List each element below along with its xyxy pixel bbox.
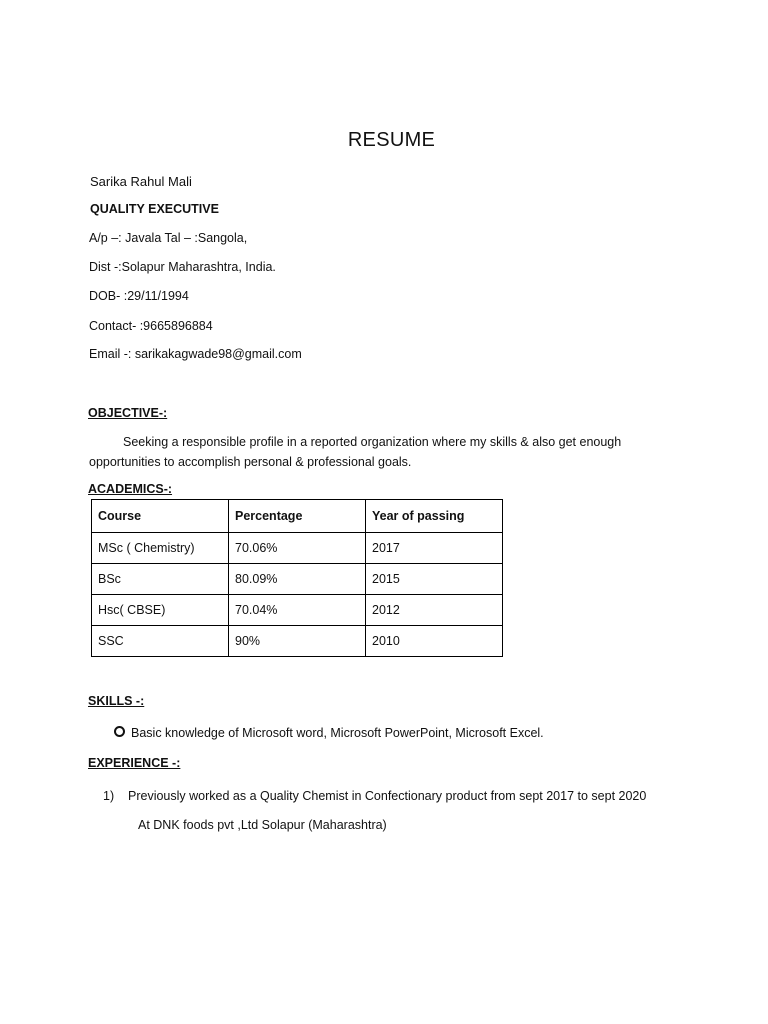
page-title: RESUME: [347, 129, 436, 151]
table-cell: 70.04%: [229, 595, 366, 626]
skill-item: [114, 726, 544, 740]
table-header-cell: Course: [92, 500, 229, 533]
email-address: Email -: sarikakagwade98@gmail.com: [89, 347, 302, 361]
circle-bullet-icon: [114, 726, 125, 737]
table-row: [92, 533, 503, 564]
candidate-role: QUALITY EXECUTIVE: [90, 202, 219, 216]
table-row: [92, 564, 503, 595]
table-header-row: [92, 500, 503, 533]
table-cell: SSC: [92, 626, 229, 657]
table-row: [92, 626, 503, 657]
table-row: [92, 595, 503, 626]
table-cell: BSc: [92, 564, 229, 595]
table-cell: 70.06%: [229, 533, 366, 564]
skills-heading: SKILLS -:: [88, 694, 145, 708]
experience-item-number: 1): [103, 789, 115, 803]
table-cell: 90%: [229, 626, 366, 657]
experience-item-line-1: Previously worked as a Quality Chemist in Confectionary product from sept 2017 to sept 2020: [128, 789, 647, 803]
table-cell: 2012: [366, 595, 503, 626]
experience-item-line-2: At DNK foods pvt ,Ltd Solapur (Maharashtra): [138, 818, 387, 832]
objective-heading: [88, 406, 167, 420]
objective-text: [89, 432, 649, 472]
table-cell: 2010: [366, 626, 503, 657]
table-header-cell: Year of passing: [366, 500, 503, 533]
contact-number: Contact- :9665896884: [89, 319, 213, 333]
table-cell: Hsc( CBSE): [92, 595, 229, 626]
table-cell: 2017: [366, 533, 503, 564]
table-cell: MSc ( Chemistry): [92, 533, 229, 564]
table-cell: 2015: [366, 564, 503, 595]
table-cell: 80.09%: [229, 564, 366, 595]
experience-heading: EXPERIENCE -:: [88, 756, 181, 770]
objective-text-content: Seeking a responsible profile in a reported organization where my skills & also get enough opportunities to accomplish personal & professional goals.: [89, 435, 622, 469]
academics-heading: ACADEMICS-:: [88, 482, 173, 496]
academics-table: [91, 499, 503, 657]
date-of-birth: DOB- :29/11/1994: [89, 289, 189, 303]
objective-heading-label: OBJECTIVE: [88, 406, 159, 420]
address-line-2: Dist -:Solapur Maharashtra, India.: [89, 260, 276, 274]
table-header-cell: Percentage: [229, 500, 366, 533]
candidate-name: Sarika Rahul Mali: [90, 174, 192, 189]
address-line-1: A/p –: Javala Tal – :Sangola,: [89, 231, 248, 245]
skill-item-text: Basic knowledge of Microsoft word, Microsoft PowerPoint, Microsoft Excel.: [131, 726, 544, 740]
experience-item: [103, 789, 646, 803]
objective-heading-suffix: -:: [158, 406, 168, 420]
